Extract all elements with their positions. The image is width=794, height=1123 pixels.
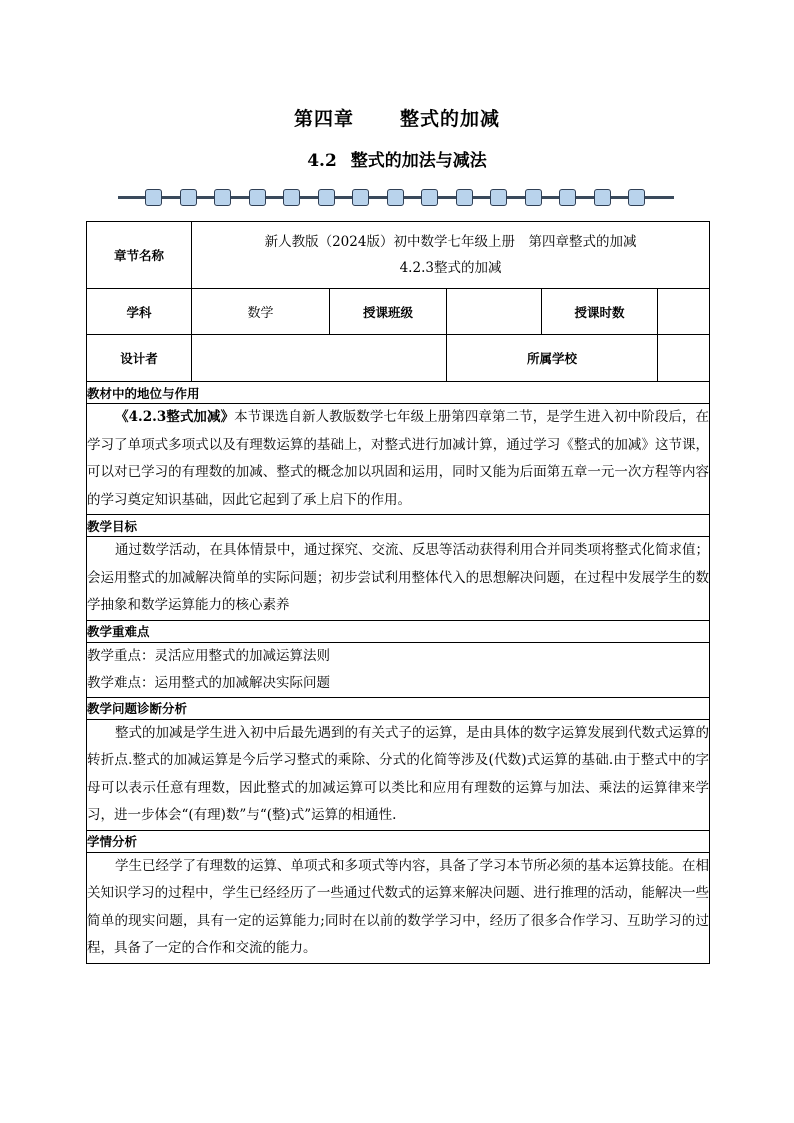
- class-value: [447, 289, 542, 335]
- school-value: [658, 335, 710, 382]
- keypoints-section-title: 教学重难点: [87, 620, 710, 642]
- diagnosis-section-title: 教学问题诊断分析: [87, 697, 710, 719]
- diagnosis-text: 整式的加减是学生进入初中后最先遇到的有关式子的运算，是由具体的数字运算发展到代数式运算的转折点.整式的加减运算是今后学习整式的乘除、分式的化简等涉及(代数)式运算的基础.由于整式中的字母可以表示任意有理数，因此整式的加减运算可以类比和应用有理数的运算与加法、乘法的运算律来学习，进一步体会“(有理)数”与“(整)式”运算的相通性.: [87, 724, 710, 823]
- subject-label: 学科: [87, 289, 192, 335]
- divider-box: [421, 189, 438, 206]
- divider-box: [456, 189, 473, 206]
- difficult-point: 教学难点：运用整式的加减解决实际问题: [87, 674, 330, 691]
- goals-section-body: [87, 537, 710, 621]
- goals-section-title: 教学目标: [87, 515, 710, 537]
- chapter-label: 第四章: [293, 108, 354, 130]
- keypoints-section-body: [87, 642, 710, 697]
- subject-value: 数学: [192, 289, 330, 335]
- learners-section-title: 学情分析: [87, 830, 710, 852]
- designer-value: [192, 335, 447, 382]
- class-label: 授课班级: [330, 289, 447, 335]
- key-point: 教学重点：灵活应用整式的加减运算法则: [87, 647, 330, 664]
- chapter-name: 整式的加减: [400, 108, 501, 130]
- chapter-title: [0, 104, 794, 131]
- hours-value: [658, 289, 710, 335]
- designer-label: 设计者: [87, 335, 192, 382]
- divider-box: [283, 189, 300, 206]
- divider-box: [318, 189, 335, 206]
- chapter-name-value: [192, 222, 710, 289]
- goals-text: 通过数学活动，在具体情景中，通过探究、交流、反思等活动获得利用合并同类项将整式化简求值；会运用整式的加减解决简单的实际问题；初步尝试利用整体代入的思想解决问题，在过程中发展学生的数学抽象和数学运算能力的核心素养: [87, 542, 710, 613]
- lesson-info-table: [86, 221, 710, 964]
- divider-box: [214, 189, 231, 206]
- learners-text: 学生已经学了有理数的运算、单项式和多项式等内容，具备了学习本节所必须的基本运算技能。在相关知识学习的过程中，学生已经经历了一些通过代数式的运算来解决问题、进行推理的活动，能解决一些简单的现实问题，具有一定的运算能力;同时在以前的数学学习中，经历了很多合作学习、互助学习的过程，具备了一定的合作和交流的能力。: [87, 857, 710, 956]
- chapter-name-line2: 4.2.3整式的加减: [399, 260, 502, 276]
- decorative-divider: [118, 187, 674, 209]
- diagnosis-section-body: [87, 719, 710, 830]
- divider-box: [145, 189, 162, 206]
- section-title: [0, 146, 794, 171]
- chapter-name-line1: 新人教版（2024版）初中数学七年级上册 第四章整式的加减: [264, 234, 637, 250]
- divider-box: [180, 189, 197, 206]
- section-number: 4.2: [307, 151, 337, 171]
- divider-box: [628, 189, 645, 206]
- divider-box: [559, 189, 576, 206]
- learners-section-body: [87, 852, 710, 963]
- divider-box: [249, 189, 266, 206]
- divider-box: [352, 189, 369, 206]
- role-section-title: 教材中的地位与作用: [87, 382, 710, 404]
- school-label: 所属学校: [447, 335, 658, 382]
- chapter-name-label: 章节名称: [87, 222, 192, 289]
- role-lesson-title: 《4.2.3整式加减》: [115, 409, 235, 425]
- divider-box: [525, 189, 542, 206]
- hours-label: 授课时数: [542, 289, 658, 335]
- section-name: 整式的加法与减法: [350, 151, 487, 171]
- divider-box: [387, 189, 404, 206]
- role-section-body: [87, 404, 710, 515]
- role-text: 本节课选自新人教版数学七年级上册第四章第二节，是学生进入初中阶段后，在学习了单项式多项式以及有理数运算的基础上，对整式进行加减计算，通过学习《整式的加减》这节课，可以对已学习的有理数的加减、整式的概念加以巩固和运用，同时又能为后面第五章一元一次方程等内容的学习奠定知识基础，因此它起到了承上启下的作用。: [87, 409, 710, 508]
- divider-box: [594, 189, 611, 206]
- divider-box: [490, 189, 507, 206]
